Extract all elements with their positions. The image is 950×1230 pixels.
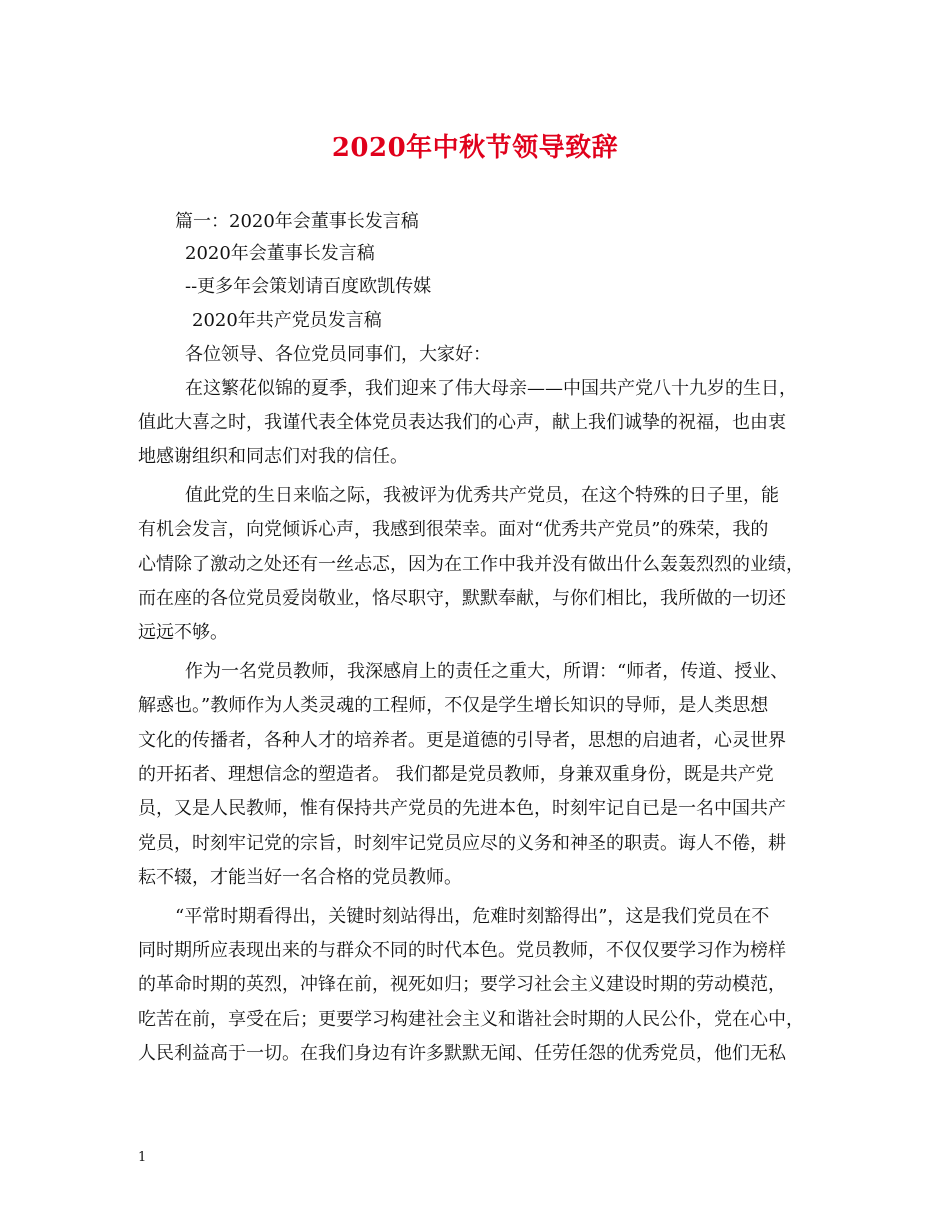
text-line: 各位领导、各位党员同事们，大家好：	[185, 344, 491, 365]
text-line: 心情除了激动之处还有一丝忐忑，因为在工作中我并没有做出什么轰轰烈烈的业绩，	[138, 554, 804, 575]
text-line: 在这繁花似锦的夏季，我们迎来了伟大母亲——中国共产党八十九岁的生日，	[185, 378, 797, 399]
text-line: 2020年会董事长发言稿	[185, 243, 375, 264]
text-line: 的革命时期的英烈，冲锋在前，视死如归；要学习社会主义建设时期的劳动模范，	[138, 974, 786, 995]
text-line: 作为一名党员教师，我深感肩上的责任之重大，所谓：“师者，传道、授业、	[185, 661, 789, 682]
page-number: 1	[138, 1150, 147, 1165]
text-line: 耘不辍，才能当好一名合格的党员教师。	[138, 867, 462, 888]
text-line: 解惑也。”教师作为人类灵魂的工程师，不仅是学生增长知识的导师，是人类思想	[138, 695, 769, 716]
text-line: 员，又是人民教师，惟有保持共产党员的先进本色，时刻牢记自已是一名中国共产	[138, 798, 786, 819]
text-line: 党员，时刻牢记党的宗旨，时刻牢记党员应尽的义务和神圣的职责。诲人不倦，耕	[138, 833, 786, 854]
text-line: 的开拓者、理想信念的塑造者。 我们都是党员教师，身兼双重身份，既是共产党	[138, 764, 774, 785]
text-line: --更多年会策划请百度欧凯传媒	[185, 276, 432, 297]
text-line: 远远不够。	[138, 622, 228, 643]
text-line: 有机会发言，向党倾诉心声，我感到很荣幸。面对“优秀共产党员”的殊荣，我的	[138, 519, 769, 540]
text-line: 同时期所应表现出来的与群众不同的时代本色。党员教师，不仅仅要学习作为榜样	[138, 940, 786, 961]
text-line: “平常时期看得出，关键时刻站得出，危难时刻豁得出”，这是我们党员在不	[175, 906, 770, 927]
text-line: 篇一：2020年会董事长发言稿	[175, 211, 419, 232]
text-line: 而在座的各位党员爱岗敬业，恪尽职守，默默奉献，与你们相比，我所做的一切还	[138, 588, 786, 609]
text-line: 值此党的生日来临之际，我被评为优秀共产党员，在这个特殊的日子里，能	[185, 485, 779, 506]
text-line: 地感谢组织和同志们对我的信任。	[138, 446, 408, 467]
text-line: 文化的传播者，各种人才的培养者。更是道德的引导者，思想的启迪者，心灵世界	[138, 730, 786, 751]
text-line: 2020年共产党员发言稿	[192, 310, 382, 331]
document-title: 2020年中秋节领导致辞	[331, 133, 619, 163]
text-line: 值此大喜之时，我谨代表全体党员表达我们的心声，献上我们诚挚的祝福，也由衷	[138, 412, 786, 433]
text-line: 吃苦在前，享受在后；更要学习构建社会主义和谐社会时期的人民公仆，党在心中，	[138, 1009, 804, 1030]
text-line: 人民利益高于一切。在我们身边有许多默默无闻、任劳任怨的优秀党员，他们无私	[138, 1043, 786, 1064]
